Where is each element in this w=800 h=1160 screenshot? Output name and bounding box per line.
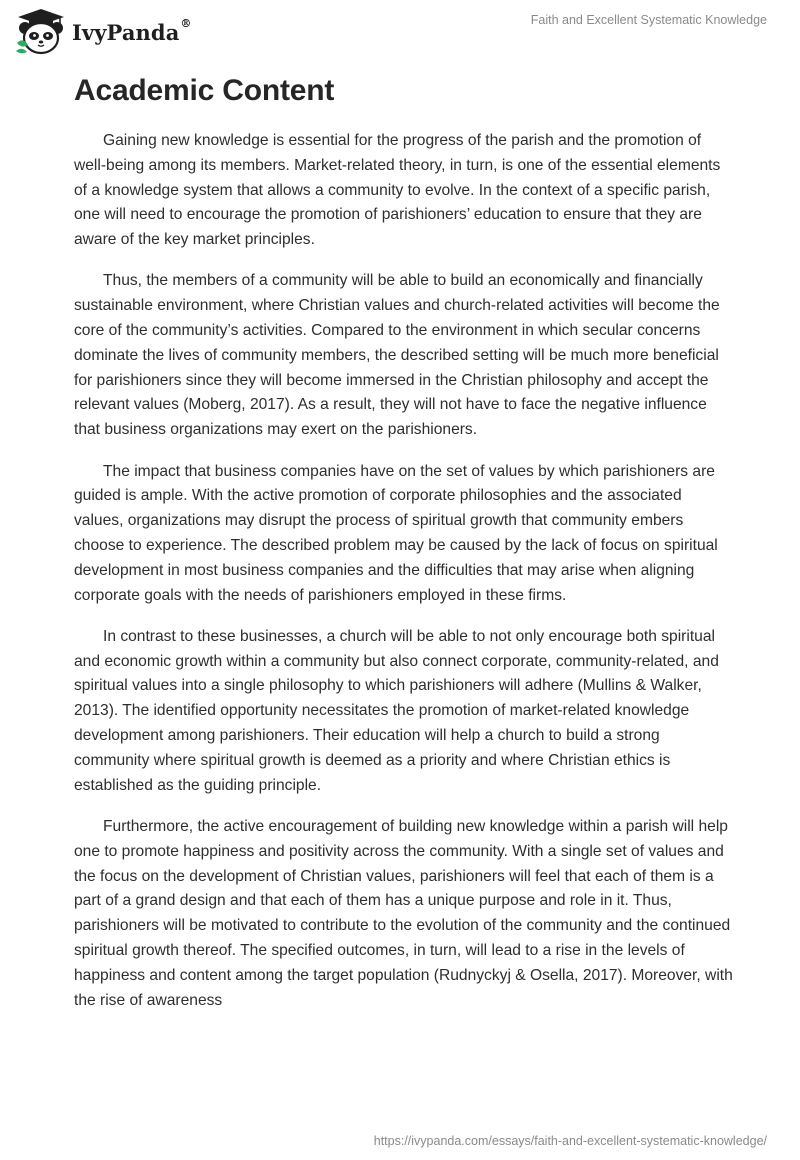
document-title: Faith and Excellent Systematic Knowledge — [530, 13, 767, 27]
paragraph: Thus, the members of a community will be able to build an economically and financially sustainable environment, where Christian values and church-related activities will become the core of the community’s activities. Compared to the environment in which secular concerns dominate the lives of community members, the described setting will be much more beneficial for parishioners since they will become immersed in the Christian philosophy and accept the relevant values (Moberg, 2017). As a result, they will not have to face the negative influence that business organizations may exert on the parishioners. — [74, 272, 720, 439]
page-header — [0, 0, 800, 60]
source-url-link[interactable]: https://ivypanda.com/essays/faith-and-excellent-systematic-knowledge/ — [373, 1134, 767, 1148]
brand-name: IvyPanda® — [72, 16, 192, 45]
article-content — [74, 72, 734, 1030]
brand-logo[interactable] — [14, 7, 192, 57]
page-title: Academic Content — [74, 74, 335, 107]
panda-graduate-icon — [14, 7, 68, 57]
paragraph: Gaining new knowledge is essential for the progress of the parish and the promotion of well-being among its members. Market-related theory, in turn, is one of the essential elements of a knowledge system that allows a community to evolve. In the context of a specific parish, one will need to encourage the promotion of parishioners’ education to ensure that they are aware of the key market principles. — [74, 132, 721, 249]
paragraph: In contrast to these businesses, a church will be able to not only encourage both spiritual and economic growth within a community but also connect corporate, community-related, and spiritual values into a single philosophy to which parishioners will adhere (Mullins & Walker, 2013). The identified opportunity necessitates the promotion of market-related knowledge development among parishioners. Their education will help a church to build a strong community where spiritual growth is deemed as a priority and where Christian ethics is established as the guiding principle. — [74, 627, 719, 794]
paragraph: The impact that business companies have on the set of values by which parishioners are guided is ample. With the active promotion of corporate philosophies and the associated values, organizations may disrupt the process of spiritual growth that community embers choose to experience. The described problem may be caused by the lack of focus on spiritual development in most business companies and the difficulties that may arise when aligning corporate goals with the needs of parishioners employed in these firms. — [74, 462, 718, 604]
paragraph: Furthermore, the active encouragement of building new knowledge within a parish will help one to promote happiness and positivity across the community. With a single set of values and the focus on the development of Christian values, parishioners will feel that each of them is a part of a grand design and that each of them has a unique purpose and role in it. Thus, parishioners will be motivated to contribute to the evolution of the community and the continued spiritual growth thereof. The specified outcomes, in turn, will lead to a rise in the levels of happiness and content among the target population (Rudnyckyj & Osella, 2017). Moreover, with the rise of awareness — [74, 817, 733, 1009]
